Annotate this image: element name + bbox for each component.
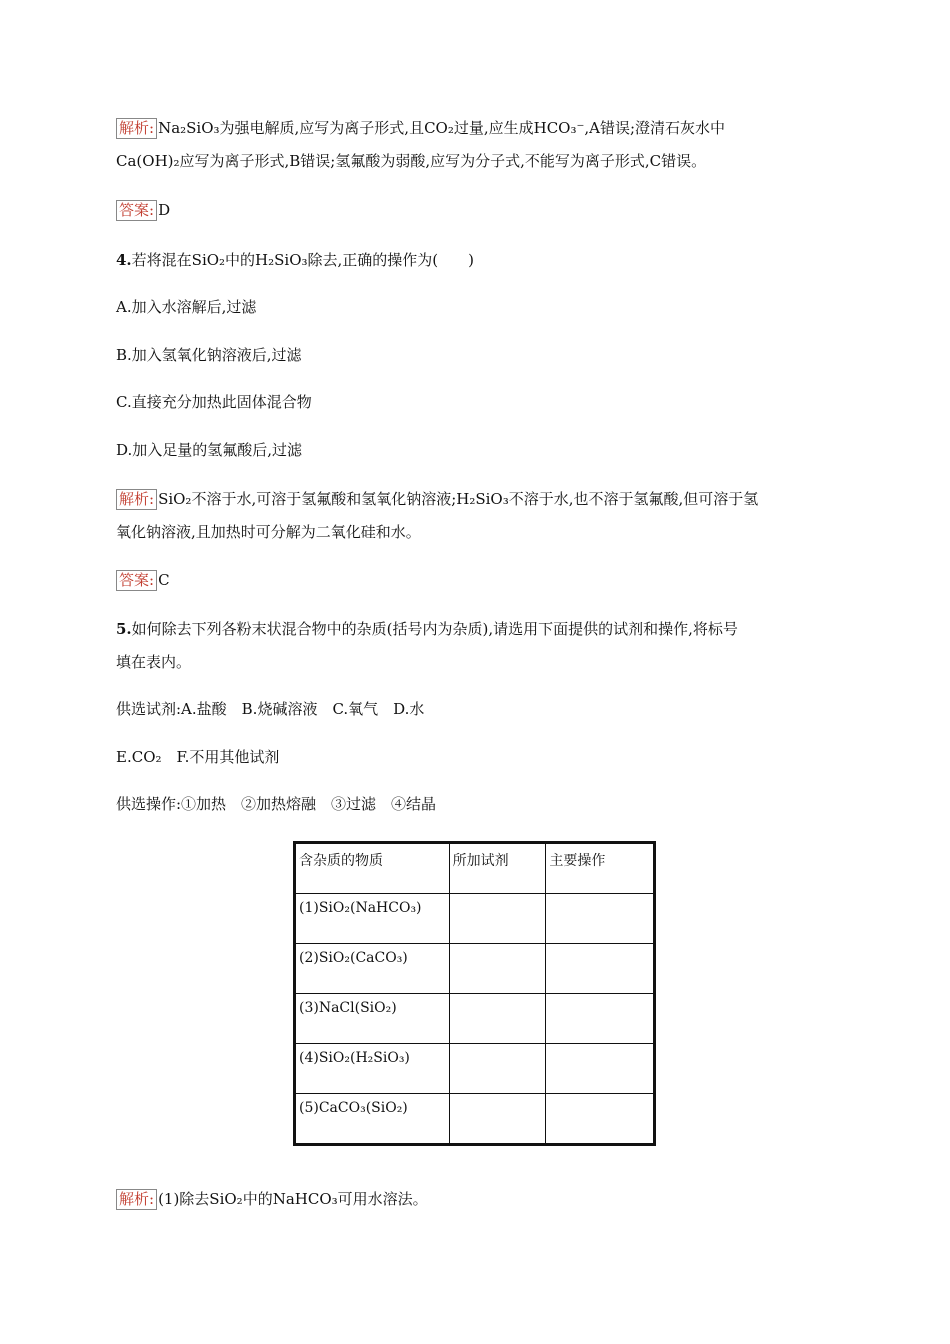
analysis-line-1 — [116, 1188, 428, 1210]
table-cell-substance: (3)NaCl(SiO₂) — [295, 994, 450, 1044]
question-text: 如何除去下列各粉末状混合物中的杂质(括号内为杂质),请选用下面提供的试剂和操作,将标号 — [131, 620, 738, 638]
option-d: D.加入足量的氢氟酸后,过滤 — [116, 441, 303, 459]
question-5-stem — [116, 618, 738, 640]
reagents-line-1: 供选试剂:A.盐酸 B.烧碱溶液 C.氧气 D.水 — [116, 700, 425, 718]
operations-line: 供选操作:①加热 ②加热熔融 ③过滤 ④结晶 — [116, 795, 437, 813]
table-row — [295, 994, 655, 1044]
question-5-stem-line-2: 填在表内。 — [116, 653, 192, 671]
table-cell-reagent — [449, 1044, 546, 1094]
table-header-cell: 含杂质的物质 — [295, 843, 450, 894]
table-header-cell: 主要操作 — [546, 843, 655, 894]
question-text: 若将混在SiO₂中的H₂SiO₃除去,正确的操作为( ) — [131, 251, 475, 269]
option-b: B.加入氢氧化钠溶液后,过滤 — [116, 346, 302, 364]
table-row — [295, 1094, 655, 1145]
question-number: 4. — [116, 251, 132, 269]
analysis-label: 解析: — [116, 489, 157, 510]
reagents-line-2: E.CO₂ F.不用其他试剂 — [116, 748, 280, 766]
table-cell-operation — [546, 1094, 655, 1145]
answer-line — [116, 569, 170, 591]
analysis-text: SiO₂不溶于水,可溶于氢氟酸和氢氧化钠溶液;H₂SiO₃不溶于水,也不溶于氢氟酸,但可溶于氢 — [158, 490, 759, 508]
table-header-row — [295, 843, 655, 894]
table-cell-substance: (2)SiO₂(CaCO₃) — [295, 944, 450, 994]
table-cell-reagent — [449, 1094, 546, 1145]
option-a: A.加入水溶解后,过滤 — [116, 298, 257, 316]
table-cell-substance: (5)CaCO₃(SiO₂) — [295, 1094, 450, 1145]
table-cell-reagent — [449, 944, 546, 994]
table-cell-reagent — [449, 894, 546, 944]
answer-value: D — [158, 201, 171, 219]
question-4-stem — [116, 249, 474, 271]
table-cell-operation — [546, 994, 655, 1044]
option-c: C.直接充分加热此固体混合物 — [116, 393, 312, 411]
table-cell-operation — [546, 894, 655, 944]
answer-table — [293, 841, 656, 1146]
analysis-line-2: Ca(OH)₂应写为离子形式,B错误;氢氟酸为弱酸,应写为分子式,不能写为离子形式,C错误。 — [116, 152, 707, 170]
table-cell-operation — [546, 1044, 655, 1094]
answer-line — [116, 199, 170, 221]
analysis-line-2: 氧化钠溶液,且加热时可分解为二氧化硅和水。 — [116, 523, 421, 541]
analysis-label: 解析: — [116, 1189, 157, 1210]
table-cell-substance: (1)SiO₂(NaHCO₃) — [295, 894, 450, 944]
question-number: 5. — [116, 620, 132, 638]
table-row — [295, 944, 655, 994]
table-cell-substance: (4)SiO₂(H₂SiO₃) — [295, 1044, 450, 1094]
table-header-cell: 所加试剂 — [449, 843, 546, 894]
answer-label: 答案: — [116, 200, 157, 221]
analysis-text: Na₂SiO₃为强电解质,应写为离子形式,且CO₂过量,应生成HCO₃⁻,A错误;澄清石灰水中 — [158, 119, 726, 137]
table-cell-reagent — [449, 994, 546, 1044]
analysis-label: 解析: — [116, 118, 157, 139]
analysis-line-1 — [116, 488, 758, 510]
analysis-line-1 — [116, 117, 725, 139]
analysis-text: (1)除去SiO₂中的NaHCO₃可用水溶法。 — [158, 1190, 428, 1208]
table-row — [295, 1044, 655, 1094]
answer-value: C — [158, 571, 170, 589]
answer-label: 答案: — [116, 570, 157, 591]
table-cell-operation — [546, 944, 655, 994]
table-row — [295, 894, 655, 944]
